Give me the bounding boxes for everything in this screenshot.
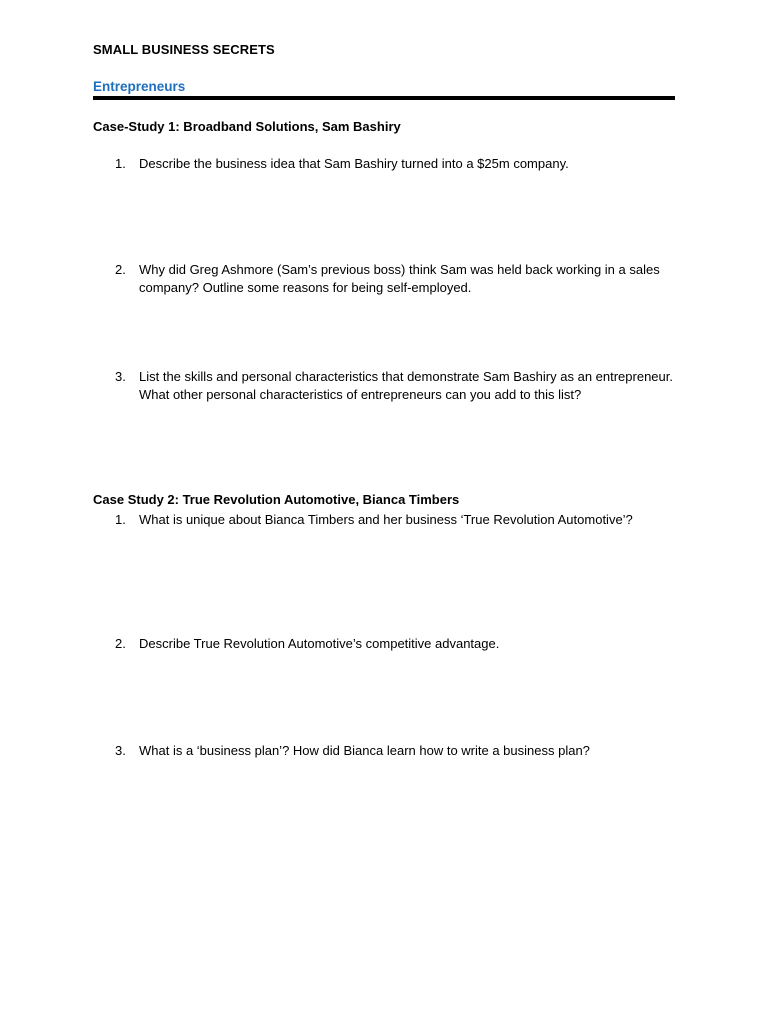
case1-question-2 xyxy=(115,261,675,297)
case-study-1-title: Case-Study 1: Broadband Solutions, Sam Bashiry xyxy=(93,119,401,134)
question-number: 2. xyxy=(115,262,126,277)
case1-question-1 xyxy=(115,155,675,173)
case2-question-1 xyxy=(115,511,675,529)
question-text: List the skills and personal characteristics that demonstrate Sam Bashiry as an entrepreneur. What other personal characteristics of entrepreneurs can you add to this list? xyxy=(139,369,673,402)
case1-question-3 xyxy=(115,368,675,404)
case2-question-3 xyxy=(115,742,675,760)
question-text: Describe True Revolution Automotive’s competitive advantage. xyxy=(139,636,500,651)
question-number: 3. xyxy=(115,369,126,384)
case2-question-2 xyxy=(115,635,675,653)
case-study-2-title: Case Study 2: True Revolution Automotive, Bianca Timbers xyxy=(93,492,460,507)
document-title: SMALL BUSINESS SECRETS xyxy=(93,42,275,57)
question-number: 3. xyxy=(115,743,126,758)
section-heading: Entrepreneurs xyxy=(93,79,186,94)
question-text: What is unique about Bianca Timbers and her business ‘True Revolution Automotive’? xyxy=(139,512,633,527)
question-number: 1. xyxy=(115,512,126,527)
question-text: Describe the business idea that Sam Bashiry turned into a $25m company. xyxy=(139,156,569,171)
question-text: Why did Greg Ashmore (Sam’s previous boss) think Sam was held back working in a sales company? Outline some reasons for being self-employed. xyxy=(139,262,660,295)
question-number: 1. xyxy=(115,156,126,171)
question-text: What is a ‘business plan’? How did Bianca learn how to write a business plan? xyxy=(139,743,590,758)
question-number: 2. xyxy=(115,636,126,651)
heading-rule xyxy=(93,96,675,100)
